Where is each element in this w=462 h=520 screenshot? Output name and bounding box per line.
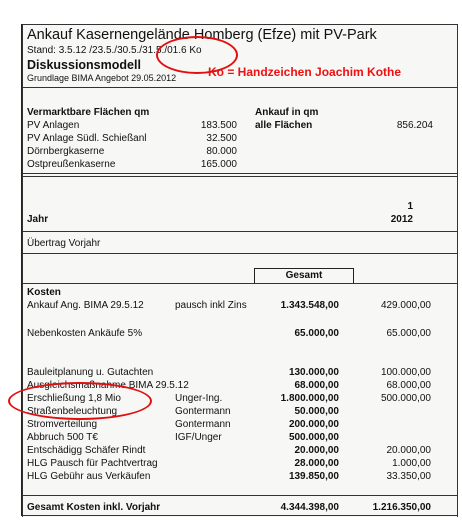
red-circle-annotation	[8, 382, 152, 420]
cost-total: 68.000,00	[294, 380, 339, 391]
cost-year: 68.000,00	[386, 380, 431, 391]
period-number: 1	[407, 201, 413, 212]
area-label: PV Anlage Südl. Schießanl	[27, 133, 147, 144]
cost-total: 50.000,00	[294, 406, 339, 417]
cost-note: pausch inkl Zins	[175, 300, 247, 311]
discussion-model-heading: Diskussionsmodell	[27, 58, 141, 72]
divider	[23, 231, 457, 232]
cost-total: 200.000,00	[288, 419, 339, 430]
cost-note: Gontermann	[175, 406, 231, 417]
basis-line: Grundlage BIMA Angebot 29.05.2012	[27, 73, 177, 83]
cost-label: Ausgleichsmaßnahme BIMA 29.5.12	[27, 380, 189, 391]
cost-label: HLG Gebühr aus Verkäufen	[27, 471, 151, 482]
cost-year: 33.350,00	[386, 471, 431, 482]
cost-label: Straßenbeleuchtung	[27, 406, 118, 417]
period-year: 2012	[390, 214, 413, 225]
divider	[23, 495, 457, 496]
divider	[23, 515, 457, 516]
area-label: PV Anlagen	[27, 120, 80, 131]
area-label: Ostpreußenkaserne	[27, 159, 116, 170]
cost-total: 139.850,00	[288, 471, 339, 482]
spreadsheet-page	[22, 24, 458, 517]
cost-year: 20.000,00	[386, 445, 431, 456]
area-value: 183.500	[200, 120, 237, 131]
cost-total: 20.000,00	[294, 445, 339, 456]
total-column-header: Gesamt	[254, 268, 354, 284]
carryover-label: Übertrag Vorjahr	[27, 238, 101, 249]
cost-year: 1.000,00	[392, 458, 431, 469]
handwritten-annotation: Ko = Handzeichen Joachim Kothe	[208, 65, 402, 79]
year-label: Jahr	[27, 214, 49, 225]
divider	[23, 173, 457, 174]
cost-total: 1.800.000,00	[280, 393, 339, 404]
divider	[23, 176, 457, 177]
cost-label: Ankauf Ang. BIMA 29.5.12	[27, 300, 144, 311]
cost-total: 28.000,00	[294, 458, 339, 469]
cost-total: 130.000,00	[288, 367, 339, 378]
area-value: 32.500	[206, 133, 237, 144]
cost-label: Stromverteilung	[27, 419, 98, 430]
cost-year: 100.000,00	[380, 367, 431, 378]
grand-total-year: 1.216.350,00	[372, 502, 431, 513]
grand-total-value: 4.344.398,00	[280, 502, 339, 513]
cost-year: 65.000,00	[386, 328, 431, 339]
cost-total: 500.000,00	[288, 432, 339, 443]
cost-label: HLG Pausch für Pachtvertrag	[27, 458, 158, 469]
cost-total: 1.343.548,00	[280, 300, 339, 311]
areas-heading: Vermarktbare Flächen qm	[27, 107, 150, 118]
purchase-heading: Ankauf in qm	[255, 107, 319, 118]
all-areas-label: alle Flächen	[255, 120, 313, 131]
cost-year: 429.000,00	[380, 300, 431, 311]
cost-total: 65.000,00	[294, 328, 339, 339]
cost-label: Nebenkosten Ankäufe 5%	[27, 328, 143, 339]
cost-note: Unger-Ing.	[175, 393, 223, 404]
document-title: Ankauf Kasernengelände Homberg (Efze) mit PV-Park	[27, 27, 377, 43]
grand-total-label: Gesamt Kosten inkl. Vorjahr	[27, 502, 161, 513]
area-label: Dörnbergkaserne	[27, 146, 105, 157]
cost-label: Entschädigg Schäfer Rindt	[27, 445, 146, 456]
cost-note: Gontermann	[175, 419, 231, 430]
stand-line: Stand: 3.5.12 /23.5./30.5./31.5./01.6 Ko	[27, 45, 202, 56]
divider	[23, 283, 457, 284]
cost-label: Abbruch 500 T€	[27, 432, 98, 443]
cost-note: IGF/Unger	[175, 432, 222, 443]
cost-label: Erschließung 1,8 Mio	[27, 393, 121, 404]
cost-year: 500.000,00	[380, 393, 431, 404]
red-circle-annotation	[156, 36, 238, 74]
cost-label: Bauleitplanung u. Gutachten	[27, 367, 154, 378]
all-areas-value: 856.204	[396, 120, 433, 131]
divider	[23, 87, 457, 88]
area-value: 80.000	[206, 146, 237, 157]
area-value: 165.000	[200, 159, 237, 170]
divider	[23, 253, 457, 254]
costs-heading: Kosten	[27, 287, 61, 298]
